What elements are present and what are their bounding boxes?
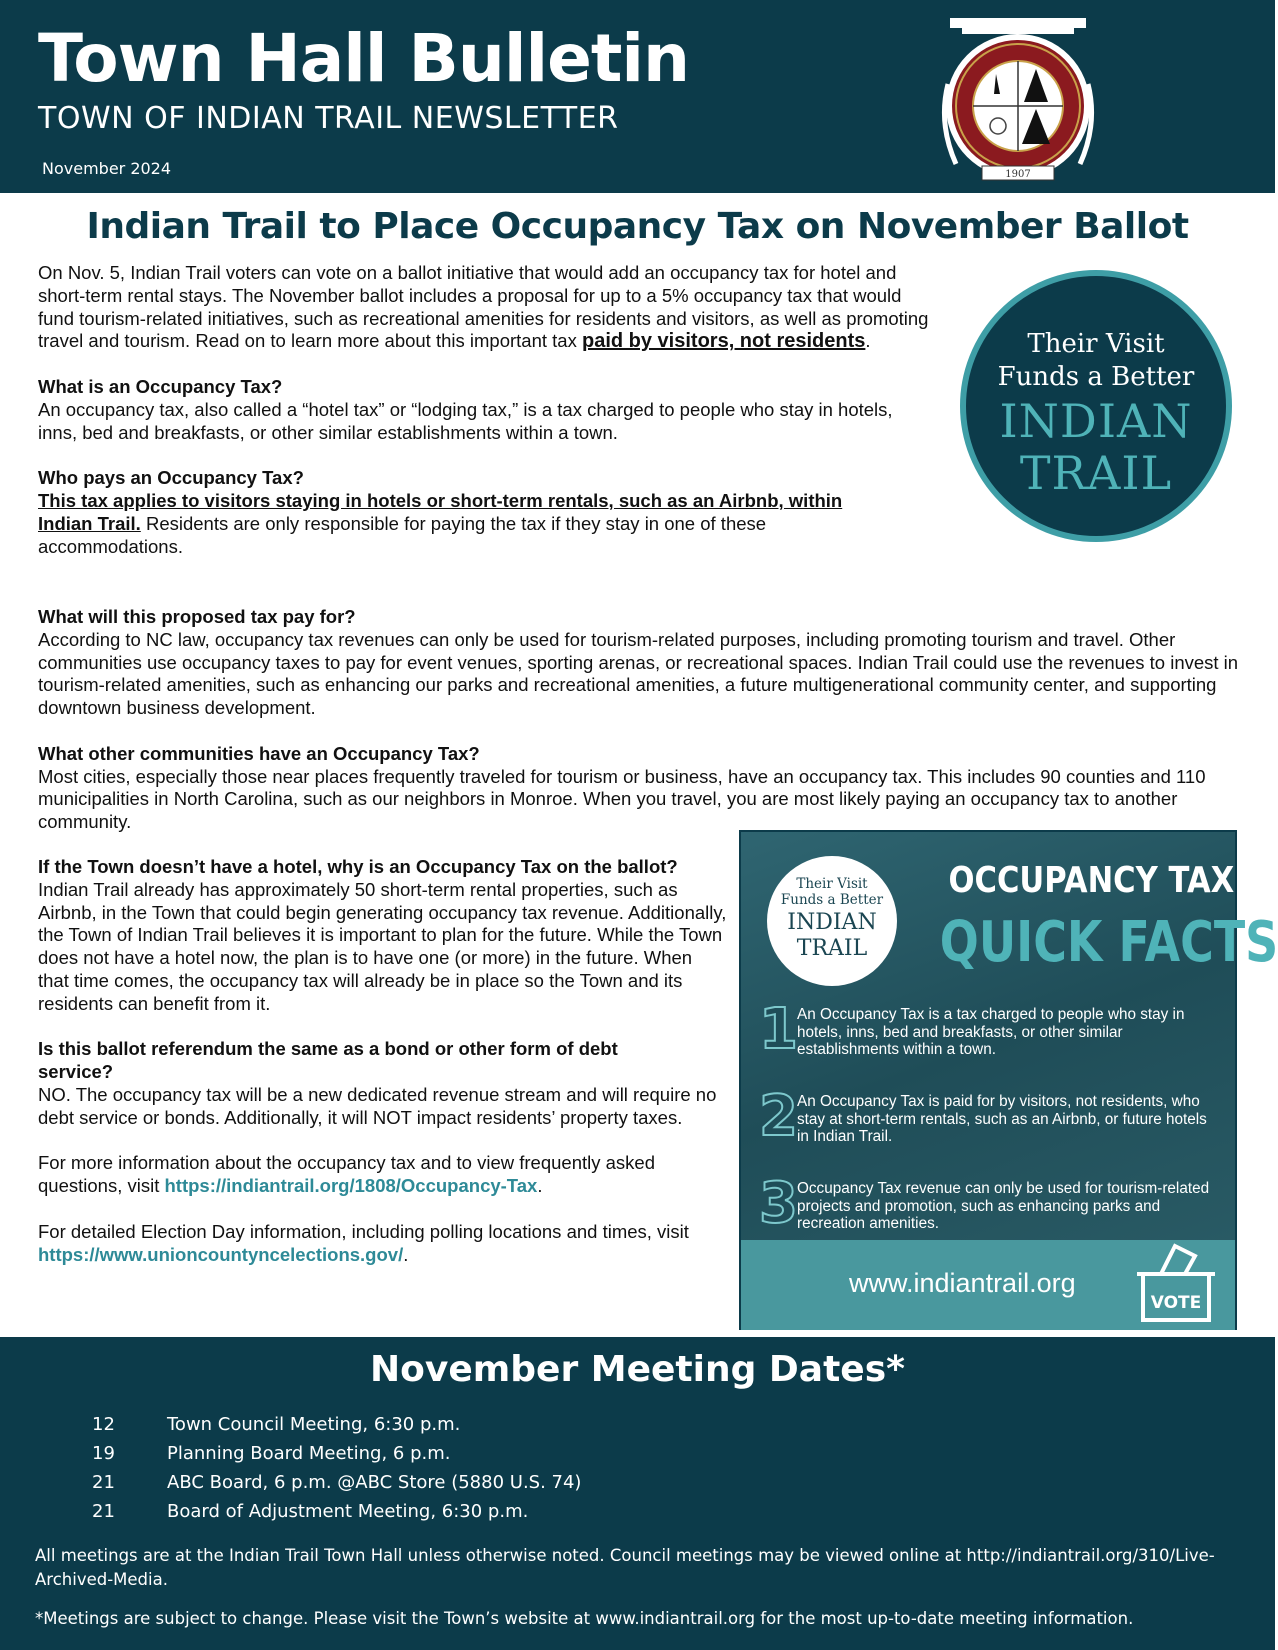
fact-text: An Occupancy Tax is a tax charged to people who stay in hotels, inns, bed and breakfasts, or other similar establishments within a town. (797, 1006, 1185, 1058)
meeting-event: Town Council Meeting, 6:30 p.m. (167, 1414, 461, 1435)
meeting-event: Planning Board Meeting, 6 p.m. (167, 1443, 451, 1464)
article-headline: Indian Trail to Place Occupancy Tax on November Ballot (86, 206, 1189, 247)
answer-what-pay-for: According to NC law, occupancy tax revenues can only be used for tourism-related purposes, including promoting tourism and travel. Other communities use occupancy taxes to pay for event venues, sporting arenas, or recreational spaces. Indian Trail could use the revenues to invest in tourism-related amenities, such as enhancing our parks and recreational amenities, a future multigenerational community center, and supporting downtown business development. (38, 628, 1239, 719)
article-middle-section (38, 606, 1248, 834)
quick-facts-logo: Their Visit Funds a Better INDIAN TRAIL (767, 856, 897, 986)
meeting-event: Board of Adjustment Meeting, 6:30 p.m. (167, 1501, 529, 1522)
header-banner (0, 0, 1275, 193)
fact-number: 3 (759, 1171, 798, 1236)
town-seal-logo (938, 14, 1098, 189)
intro-paragraph: On Nov. 5, Indian Trail voters can vote on a ballot initiative that would add an occupancy tax for hotel and short-term rental stays. The November ballot includes a proposal for up to a 5% occupancy tax that would fund tourism-related initiatives, such as recreational amenities for residents and visitors, as well as promoting travel and tourism. Read on to learn more about this important tax paid by visitors, not residents. (38, 262, 929, 353)
article-lower-section (38, 856, 738, 1266)
question-who-pays: Who pays an Occupancy Tax? (38, 467, 304, 489)
svg-text:1907: 1907 (1005, 169, 1031, 180)
quick-facts-panel (739, 830, 1278, 1330)
fact-text: Occupancy Tax revenue can only be used for tourism-related projects and promotion, such as enhancing parks and recreation amenities. (797, 1180, 1210, 1232)
meeting-note: All meetings are at the Indian Trail Town Hall unless otherwise noted. Council meetings may be viewed online at http://indiantrail.org/310/Live-Archived-Media. (35, 1546, 1215, 1589)
quick-facts-subtitle: QUICK FACTS (939, 910, 1278, 975)
fact-number: 1 (759, 997, 798, 1062)
meeting-day: 19 (92, 1443, 115, 1464)
badge-indian: INDIAN (999, 394, 1193, 448)
meeting-event: ABC Board, 6 p.m. @ABC Store (5880 U.S. 74) (167, 1472, 582, 1493)
question-what-is: What is an Occupancy Tax? (38, 375, 283, 397)
question-what-pay-for: What will this proposed tax pay for? (38, 606, 356, 627)
website-url[interactable]: www.indiantrail.org (849, 1268, 1076, 1298)
svg-text:VOTE: VOTE (1150, 1293, 1202, 1313)
bulletin-title: Town Hall Bulletin (38, 20, 689, 97)
election-link[interactable]: https://www.unioncountyncelections.gov/ (38, 1243, 404, 1265)
occupancy-tax-link[interactable]: https://indiantrail.org/1808/Occupancy-Tax (164, 1175, 538, 1197)
fact-text: An Occupancy Tax is paid for by visitors, not residents, who stay at short-term rentals, such as an Airbnb, or future hotels in Indian Trail. (797, 1093, 1207, 1145)
issue-date: November 2024 (42, 159, 172, 178)
ballot-box-icon (1135, 1240, 1217, 1324)
answer-no-hotel: Indian Trail already has approximately 50 short-term rental properties, such as Airbnb, in the Town that could begin generating occupancy tax revenue. Additionally, the Town of Indian Trail believes it is important to plan for the future. While the Town does not have a hotel now, the plan is to have one (or more) in the future. When that time comes, the occupancy tax will already be in place so the Town and its residents can benefit from it. (38, 878, 727, 1014)
answer-other-communities: Most cities, especially those near places frequently traveled for tourism or business, have an occupancy tax. This includes 90 counties and 110 municipalities in North Carolina, such as our neighbors in Monroe. When you travel, you are most likely paying an occupancy tax to another community. (38, 765, 1206, 833)
question-bond: Is this ballot referendum the same as a bond or other form of debt service? (38, 1038, 618, 1083)
meeting-day: 12 (92, 1414, 115, 1435)
election-info-paragraph: For detailed Election Day information, including polling locations and times, visit https://www.unioncountyncelections.gov/. (38, 1220, 689, 1265)
fact-number: 2 (759, 1084, 798, 1149)
more-info-paragraph: For more information about the occupancy tax and to view frequently asked questions, visit https://indiantrail.org/1808/Occupancy-Tax. (38, 1152, 656, 1197)
meeting-disclaimer: *Meetings are subject to change. Please visit the Town’s website at www.indiantrail.org for the most up-to-date meeting information. (35, 1609, 1134, 1628)
answer-what-is: An occupancy tax, also called a “hotel tax” or “lodging tax,” is a tax charged to people who stay in hotels, inns, bed and breakfasts, or other similar establishments within a town. (38, 398, 893, 443)
quick-facts-title: OCCUPANCY TAX (948, 860, 1235, 901)
their-visit-badge: Their Visit Funds a Better INDIAN TRAIL (960, 270, 1232, 542)
bulletin-subtitle: TOWN OF INDIAN TRAIL NEWSLETTER (38, 101, 619, 136)
badge-trail: TRAIL (1019, 446, 1173, 500)
meeting-day: 21 (92, 1472, 115, 1493)
meeting-day: 21 (92, 1501, 115, 1522)
answer-who-pays: This tax applies to visitors staying in hotels or short-term rentals, such as an Airbnb, within Indian Trail. Residents are only responsible for paying the tax if they stay in one of these accommodations. (38, 489, 843, 557)
meeting-dates-title: November Meeting Dates* (370, 1349, 905, 1390)
question-other-communities: What other communities have an Occupancy Tax? (38, 742, 480, 764)
intro-emphasis: paid by visitors, not residents (581, 330, 866, 353)
quick-facts-footer (741, 1240, 1235, 1330)
answer-bond: NO. The occupancy tax will be a new dedicated revenue stream and will require no debt service or bonds. Additionally, it will NOT impact residents’ property taxes. (38, 1083, 717, 1128)
article-intro-section (38, 262, 938, 558)
meeting-dates-section (0, 1337, 1275, 1650)
question-no-hotel: If the Town doesn’t have a hotel, why is an Occupancy Tax on the ballot? (38, 856, 678, 877)
